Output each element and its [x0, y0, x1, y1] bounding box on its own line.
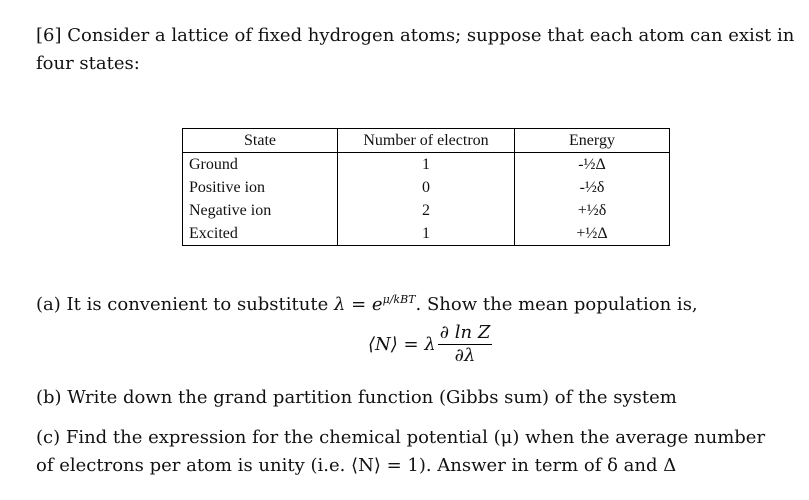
cell-state: Ground	[183, 153, 338, 177]
table-row	[183, 153, 670, 177]
cell-energy: +½Δ	[515, 222, 670, 246]
part-a-text-after: . Show the mean population is,	[415, 294, 698, 315]
cell-electrons: 0	[338, 176, 515, 199]
equation-numerator: ∂ ln Z	[439, 322, 491, 343]
equation-denominator: ∂λ	[454, 345, 476, 366]
cell-state: Negative ion	[183, 199, 338, 222]
cell-electrons: 2	[338, 199, 515, 222]
table-header-row	[183, 129, 670, 153]
equation-fraction	[438, 322, 493, 367]
cell-state: Excited	[183, 222, 338, 246]
states-table	[182, 128, 670, 246]
cell-energy: +½δ	[515, 199, 670, 222]
lambda-symbol: λ	[333, 294, 346, 315]
part-a-text: (a) It is convenient to substitute	[36, 294, 334, 315]
equation-lhs: ⟨N⟩ = λ	[368, 334, 436, 355]
cell-electrons: 1	[338, 222, 515, 246]
table-row	[183, 199, 670, 222]
cell-electrons: 1	[338, 153, 515, 177]
mean-population-equation	[368, 322, 492, 367]
part-c: (c) Find the expression for the chemical potential (μ) when the average number of electrons per atom is unity (i.e. ⟨N⟩ = 1). Answer in term of δ and Δ	[36, 427, 766, 476]
cell-energy: -½Δ	[515, 153, 670, 177]
exp-exponent: μ/kBT	[382, 293, 416, 306]
exp-base: e	[371, 294, 383, 315]
table-row	[183, 176, 670, 199]
header-electrons: Number of electron	[338, 129, 515, 153]
header-energy: Energy	[515, 129, 670, 153]
equals-sign: =	[345, 294, 372, 315]
part-a	[36, 286, 698, 319]
problem-intro: [6] Consider a lattice of fixed hydrogen atoms; suppose that each atom can exist in four states:	[36, 25, 795, 74]
cell-state: Positive ion	[183, 176, 338, 199]
cell-energy: -½δ	[515, 176, 670, 199]
table-row	[183, 222, 670, 246]
header-state: State	[183, 129, 338, 153]
part-b: (b) Write down the grand partition function (Gibbs sum) of the system	[36, 387, 677, 408]
